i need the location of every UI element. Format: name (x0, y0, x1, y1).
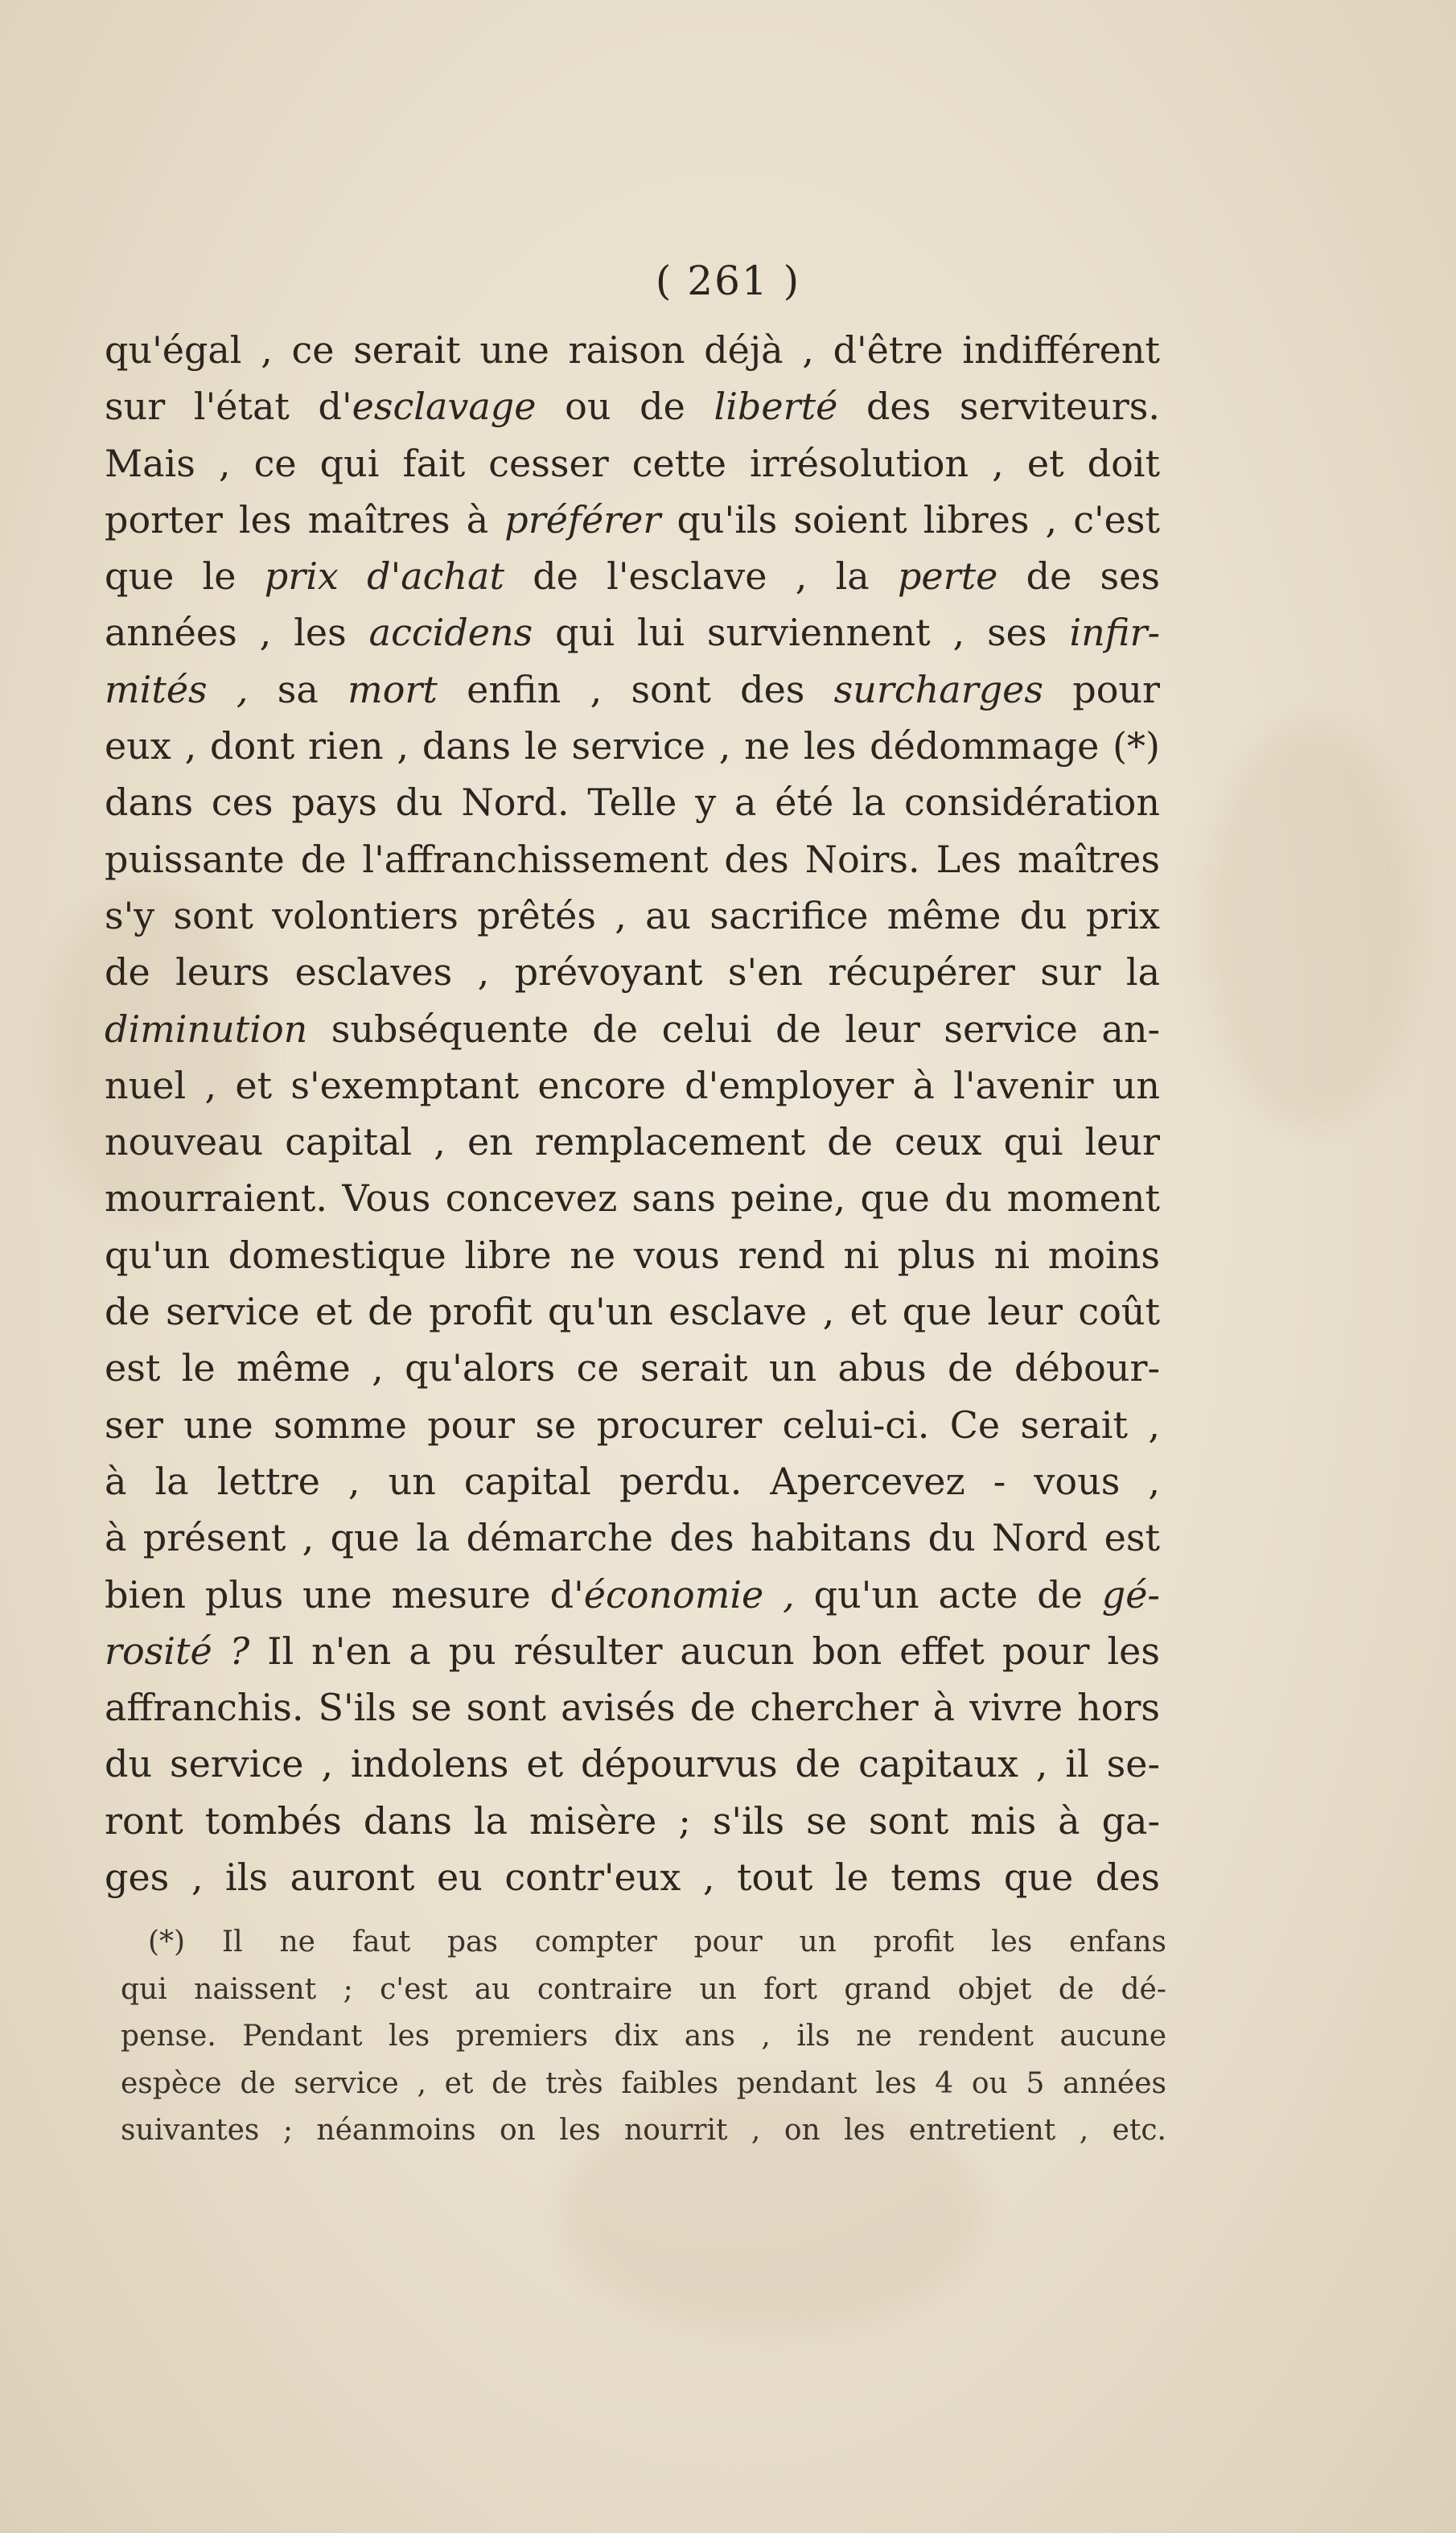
text-line (105, 661, 1160, 718)
text-line (105, 604, 1160, 661)
text-segment: bien plus une mesure d' (105, 1572, 584, 1617)
text-segment: eux , dont rien , dans le service , ne les dédommage (*) (105, 724, 1160, 768)
body-text (105, 322, 1160, 1905)
text-segment: enfin , sont des (437, 667, 834, 711)
text-segment: de service et de profit qu'un esclave , et que leur coût (105, 1290, 1160, 1334)
text-line (105, 322, 1160, 378)
text-line (105, 774, 1160, 830)
text-line (105, 1623, 1160, 1679)
text-segment: du service , indolens et dépourvus de capitaux , il se- (105, 1742, 1160, 1786)
text-line (105, 1114, 1160, 1170)
italic-text: accidens (368, 611, 533, 655)
text-line (105, 1793, 1160, 1849)
text-segment: qu'ils soient libres , c'est (660, 497, 1161, 542)
text-segment: s'y sont volontiers prêtés , au sacrifice même du prix (105, 893, 1160, 937)
text-segment: affranchis. S'ils se sont avisés de chercher à vivre hors (105, 1686, 1160, 1730)
text-segment: Mais , ce qui fait cesser cette irrésolution , et doit (105, 441, 1160, 485)
text-line (105, 831, 1160, 888)
text-segment: qu'égal , ce serait une raison déjà , d'être indifférent (105, 328, 1160, 372)
text-line (105, 1057, 1160, 1114)
text-segment: de ses (997, 554, 1160, 599)
text-line (105, 1283, 1160, 1340)
text-segment: pour (1043, 667, 1161, 711)
text-segment: années , les (105, 611, 369, 655)
text-line (105, 435, 1160, 492)
text-line (105, 718, 1160, 774)
text-line (105, 944, 1160, 1000)
italic-text: prix d'achat (264, 554, 504, 599)
text-line (105, 378, 1160, 435)
italic-text: liberté (714, 385, 838, 429)
text-line (105, 1453, 1160, 1510)
text-line (105, 1170, 1160, 1226)
italic-text: perte (897, 554, 998, 599)
italic-text: gé- (1101, 1572, 1160, 1617)
footnote-line: suivantes ; néanmoins on les nourrit , on les entretient , etc. (121, 2114, 1166, 2147)
italic-text: mités , (105, 667, 249, 711)
text-line (105, 1736, 1160, 1792)
text-segment: des serviteurs. (837, 385, 1160, 429)
italic-text: infir- (1069, 611, 1160, 655)
text-segment: à présent , que la démarche des habitans du Nord est (105, 1516, 1160, 1560)
text-segment: sur l'état d' (105, 385, 352, 429)
text-segment: nuel , et s'exemptant encore d'employer à l'avenir un (105, 1063, 1160, 1107)
text-line (105, 1679, 1160, 1736)
text-line (105, 1567, 1160, 1623)
italic-text: diminution (105, 1007, 308, 1051)
text-segment: puissante de l'affranchissement des Noirs. Les maîtres (105, 837, 1160, 881)
italic-text: rosité ? (105, 1629, 250, 1673)
text-segment: qu'un domestique libre ne vous rend ni plus ni moins (105, 1233, 1160, 1277)
page-number: ( 261 ) (655, 257, 801, 304)
text-line (105, 1001, 1160, 1057)
text-segment: ront tombés dans la misère ; s'ils se sont mis à ga- (105, 1798, 1160, 1843)
text-line (105, 492, 1160, 548)
text-segment: de leurs esclaves , prévoyant s'en récupérer sur la (105, 950, 1160, 995)
text-segment: porter les maîtres à (105, 497, 505, 542)
italic-text: mort (348, 667, 438, 711)
italic-text: économie , (583, 1572, 795, 1617)
text-segment: Il n'en a pu résulter aucun bon effet pour les (249, 1629, 1160, 1673)
text-line (105, 548, 1160, 604)
footnote-line: qui naissent ; c'est au contraire un fort grand objet de dé- (121, 1972, 1166, 2006)
text-segment: mourraient. Vous concevez sans peine, que du moment (105, 1176, 1160, 1221)
text-segment: à la lettre , un capital perdu. Apercevez - vous , (105, 1459, 1160, 1503)
text-segment: subséquente de celui de leur service an- (307, 1007, 1160, 1051)
text-line (105, 1397, 1160, 1453)
text-segment: qui lui surviennent , ses (533, 611, 1070, 655)
italic-text: surcharges (833, 667, 1043, 711)
footnote-line: espèce de service , et de très faibles pendant les 4 ou 5 années (121, 2066, 1166, 2100)
text-segment: dans ces pays du Nord. Telle y a été la considération (105, 780, 1160, 825)
text-segment: est le même , qu'alors ce serait un abus de débour- (105, 1346, 1160, 1390)
text-segment: ges , ils auront eu contr'eux , tout le tems que des (105, 1855, 1160, 1900)
text-segment: qu'un acte de (794, 1572, 1102, 1617)
text-line (105, 1340, 1160, 1396)
text-line (105, 888, 1160, 944)
italic-text: esclavage (352, 385, 537, 429)
text-segment: ser une somme pour se procurer celui-ci. Ce serait , (105, 1402, 1160, 1447)
footnote-line: (*) Il ne faut pas compter pour un profit les enfans (148, 1925, 1166, 1958)
text-line (105, 1227, 1160, 1283)
text-segment: sa (248, 667, 348, 711)
footnote (121, 1919, 1166, 2155)
text-segment: de l'esclave , la (504, 554, 898, 599)
italic-text: préférer (504, 497, 661, 542)
text-line (105, 1849, 1160, 1905)
text-line (105, 1510, 1160, 1566)
text-segment: que le (105, 554, 265, 599)
text-segment: ou de (536, 385, 714, 429)
footnote-line: pense. Pendant les premiers dix ans , ils ne rendent aucune (121, 2020, 1166, 2053)
text-segment: nouveau capital , en remplacement de ceux qui leur (105, 1120, 1160, 1164)
paper-stain (1207, 724, 1416, 1126)
